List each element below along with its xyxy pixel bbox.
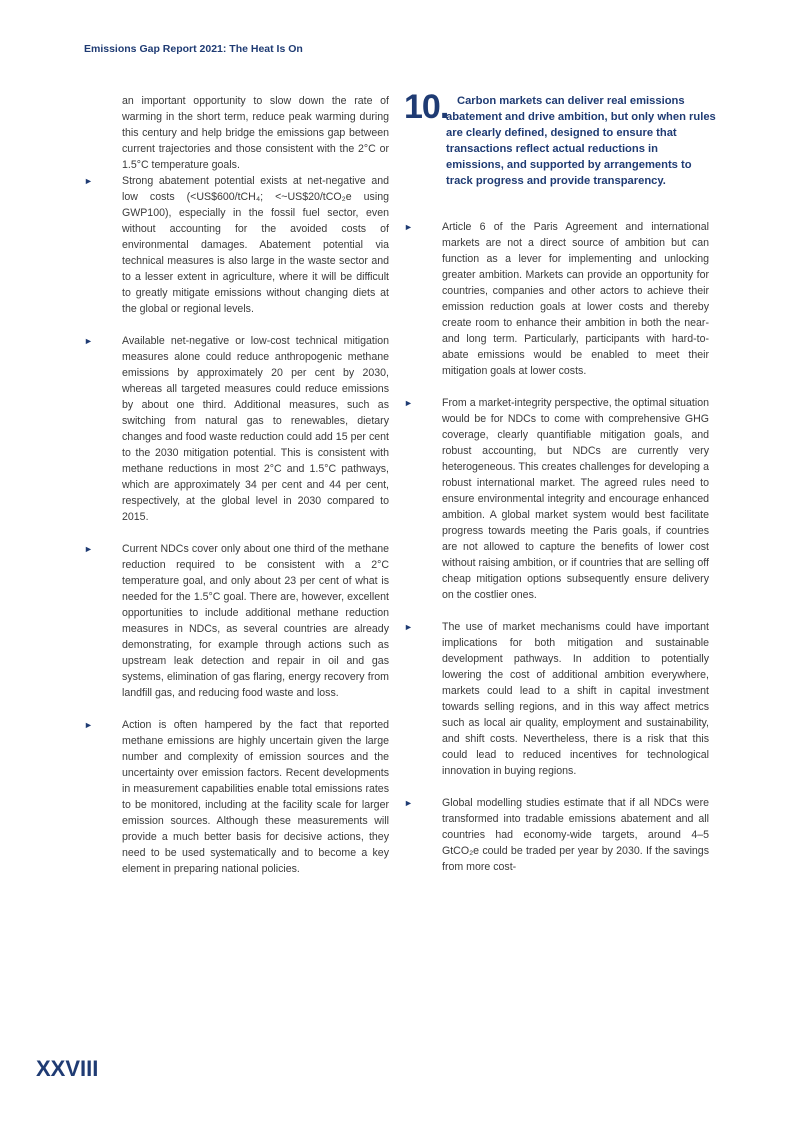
bullet-text: Article 6 of the Paris Agreement and international markets are not a direct source of ambition but can function as a lever for implementing and unlocking greater ambition. Markets can provide an opportunity for countries, companies and other actors to achieve their emission reduction goals at lower costs and thereby create room to enhance their ambition in both the near- and long term. Particularly, participants with hard-to-abate emissions would be enabled to meet their mitigation goals at lower costs. [442,221,709,377]
bullet-item [84,541,389,701]
bullet-text: From a market-integrity perspective, the optimal situation would be for NDCs to come with comprehensive GHG coverage, clearly quantifiable mitigation goals, and robust accounting, but NDCs are currently very heterogeneous. This creates challenges for developing a robust international market. The agreed rules need to ensure environmental integrity and encourage enhanced ambition. A global market system would best facilitate progress towards meeting the Paris goals, if countries are not allowed to capture the benefits of lower cost without raising ambition, or if countries that are selling off cheap mitigation options subsequently ensure delivery on the costlier ones. [442,397,709,601]
bullet-text: Current NDCs cover only about one third of the methane reduction required to be consistent with a 2°C temperature goal, and only about 23 per cent of what is needed for the 1.5°C goal. There are, however, excellent opportunities to include additional methane reduction measures in NDCs, as several countries are already demonstrating, for example through actions such as upstream leak detection and repair in oil and gas systems, elimination of gas flaring, energy recovery from landfill gas, and reducing food waste and loss. [122,543,389,699]
running-header: Emissions Gap Report 2021: The Heat Is On [84,43,303,55]
bullet-item [404,619,709,779]
bullet-item [404,795,709,875]
key-finding [404,88,716,205]
bullet-arrow-icon: ► [84,544,93,554]
bullet-text: Global modelling studies estimate that if all NDCs were transformed into tradable emissions abatement and all countries had economy-wide targets, around 4–5 GtCO₂e could be traded per year by 2030. If the savings from more cost- [442,797,709,873]
bullet-text: Action is often hampered by the fact that reported methane emissions are highly uncertain given the large number and complexity of emission sources and the uncertainty over emission factors. Recent developments in measurement capabilities enable total emissions rates to be monitored, including at the facility scale for larger emission sources. Although these measurements will provide a much better basis for decisive actions, they need to be used systematically and to become a key element in preparing national policies. [122,719,389,875]
bullet-item [404,395,709,603]
intro-paragraph: an important opportunity to slow down the rate of warming in the short term, reduce peak warming during this century and help bridge the emissions gap between current trajectories and those consistent with the 2°C or 1.5°C temperature goals. [122,95,389,171]
page-number: XXVIII [36,1056,99,1081]
bullet-arrow-icon: ► [404,222,413,232]
bullet-arrow-icon: ► [84,720,93,730]
bullet-arrow-icon: ► [84,176,93,186]
right-column [404,88,716,891]
bullet-text: Available net-negative or low-cost technical mitigation measures alone could reduce anthropogenic methane emissions by approximately 20 per cent by 2030, whereas all targeted measures could reduce emissions by about one third. Additional measures, such as switching from natural gas to renewables, dietary changes and food waste reduction could add 15 per cent to the 2030 mitigation potential. This is consistent with methane reductions in most 2°C and 1.5°C pathways, which are approximately 34 per cent and 44 per cent, respectively, at the global level in 2030 compared to 2015. [122,335,389,523]
bullet-item [404,219,709,379]
bullet-arrow-icon: ► [404,398,413,408]
bullet-arrow-icon: ► [84,336,93,346]
finding-number: 10. [404,88,449,126]
bullet-item [84,333,389,525]
bullet-text: The use of market mechanisms could have important implications for both mitigation and sustainable development pathways. In addition to potentially lowering the cost of additional ambition everywhere, markets could lead to a shift in capital investment towards selling regions, and in this way affect metrics such as local air quality, employment and sustainability, and shift costs. Nevertheless, there is a risk that this could lead to reduced incentives for technological innovation in buying regions. [442,621,709,777]
finding-statement: Carbon markets can deliver real emissions abatement and drive ambition, but only when rules are clearly defined, designed to ensure that transactions reflect actual reductions in emissions, and supported by arrangements to track progress and provide transparency. [446,95,716,187]
bullet-arrow-icon: ► [404,622,413,632]
bullet-text: Strong abatement potential exists at net-negative and low costs (<US$600/tCH₄; <~US$20/tCO₂e using GWP100), especially in the fossil fuel sector, even without accounting for the avoided costs of environmental damages. Abatement potential via technical measures is also large in the waste sector and to a lesser extent in agriculture, where it will be difficult to greatly mitigate emissions without changing diets at the global or regional levels. [122,175,389,315]
left-column [84,93,389,893]
bullet-item [84,717,389,877]
bullet-arrow-icon: ► [404,798,413,808]
bullet-item [84,173,389,317]
